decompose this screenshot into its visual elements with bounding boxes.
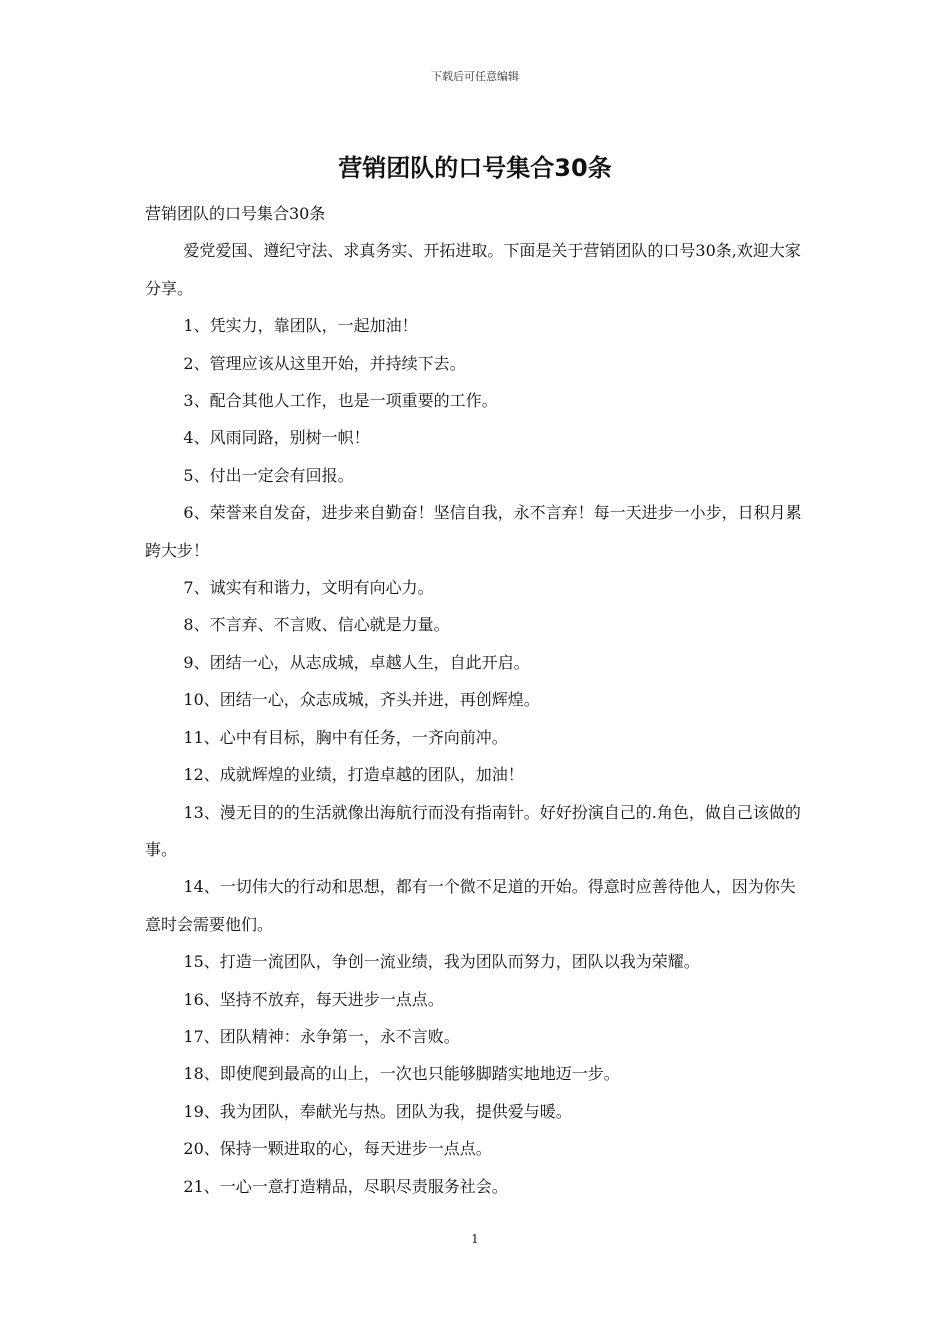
slogan-item: 9、团结一心，从志成城，卓越人生，自此开启。: [183, 652, 530, 672]
slogan-item: 14、一切伟大的行动和思想，都有一个微不足道的开始。得意时应善待他人，因为你失意时会需要他们。: [145, 877, 796, 934]
slogan-item: 17、团队精神：永争第一，永不言败。: [183, 1026, 460, 1046]
slogan-item: 11、心中有目标，胸中有任务，一齐向前冲。: [183, 727, 508, 747]
slogan-item: 19、我为团队，奉献光与热。团队为我，提供爱与暖。: [183, 1101, 572, 1121]
intro-paragraph: 爱党爱国、遵纪守法、求真务实、开拓进取。下面是关于营销团队的口号30条,欢迎大家分享。: [145, 241, 801, 298]
slogan-item: 4、风雨同路，别树一帜！: [183, 428, 370, 448]
slogan-item: 2、管理应该从这里开始，并持续下去。: [183, 353, 466, 373]
slogan-item: 15、打造一流团队，争创一流业绩，我为团队而努力，团队以我为荣耀。: [183, 952, 700, 972]
slogan-item: 21、一心一意打造精品，尽职尽责服务社会。: [183, 1176, 508, 1196]
slogan-item: 13、漫无目的的生活就像出海航行而没有指南针。好好扮演自己的.角色，做自己该做的事。: [145, 802, 801, 859]
slogan-item: 5、付出一定会有回报。: [183, 465, 354, 485]
slogan-item: 12、成就辉煌的业绩，打造卓越的团队，加油！: [183, 765, 524, 785]
document-subtitle: 营销团队的口号集合30条: [145, 204, 326, 223]
slogan-item: 1、凭实力，靠团队，一起加油！: [183, 316, 418, 336]
slogan-item: 18、即使爬到最高的山上，一次也只能够脚踏实地地迈一步。: [183, 1064, 620, 1084]
header-note: 下载后可任意编辑: [431, 70, 519, 83]
page-number: 1: [471, 1232, 479, 1246]
slogan-item: 6、荣誉来自发奋，进步来自勤奋！坚信自我，永不言弃！每一天进步一小步，日积月累跨大步！: [145, 503, 802, 560]
slogan-item: 10、团结一心，众志成城，齐头并进，再创辉煌。: [183, 690, 540, 710]
document-title: 营销团队的口号集合30条: [338, 154, 612, 182]
slogan-item: 16、坚持不放弃，每天进步一点点。: [183, 989, 444, 1009]
slogan-item: 8、不言弃、不言败、信心就是力量。: [183, 615, 450, 635]
document-body: [145, 195, 807, 1205]
slogan-item: 20、保持一颗进取的心，每天进步一点点。: [183, 1139, 492, 1159]
slogan-item: 7、诚实有和谐力，文明有向心力。: [183, 578, 434, 598]
slogan-item: 3、配合其他人工作，也是一项重要的工作。: [183, 391, 498, 411]
